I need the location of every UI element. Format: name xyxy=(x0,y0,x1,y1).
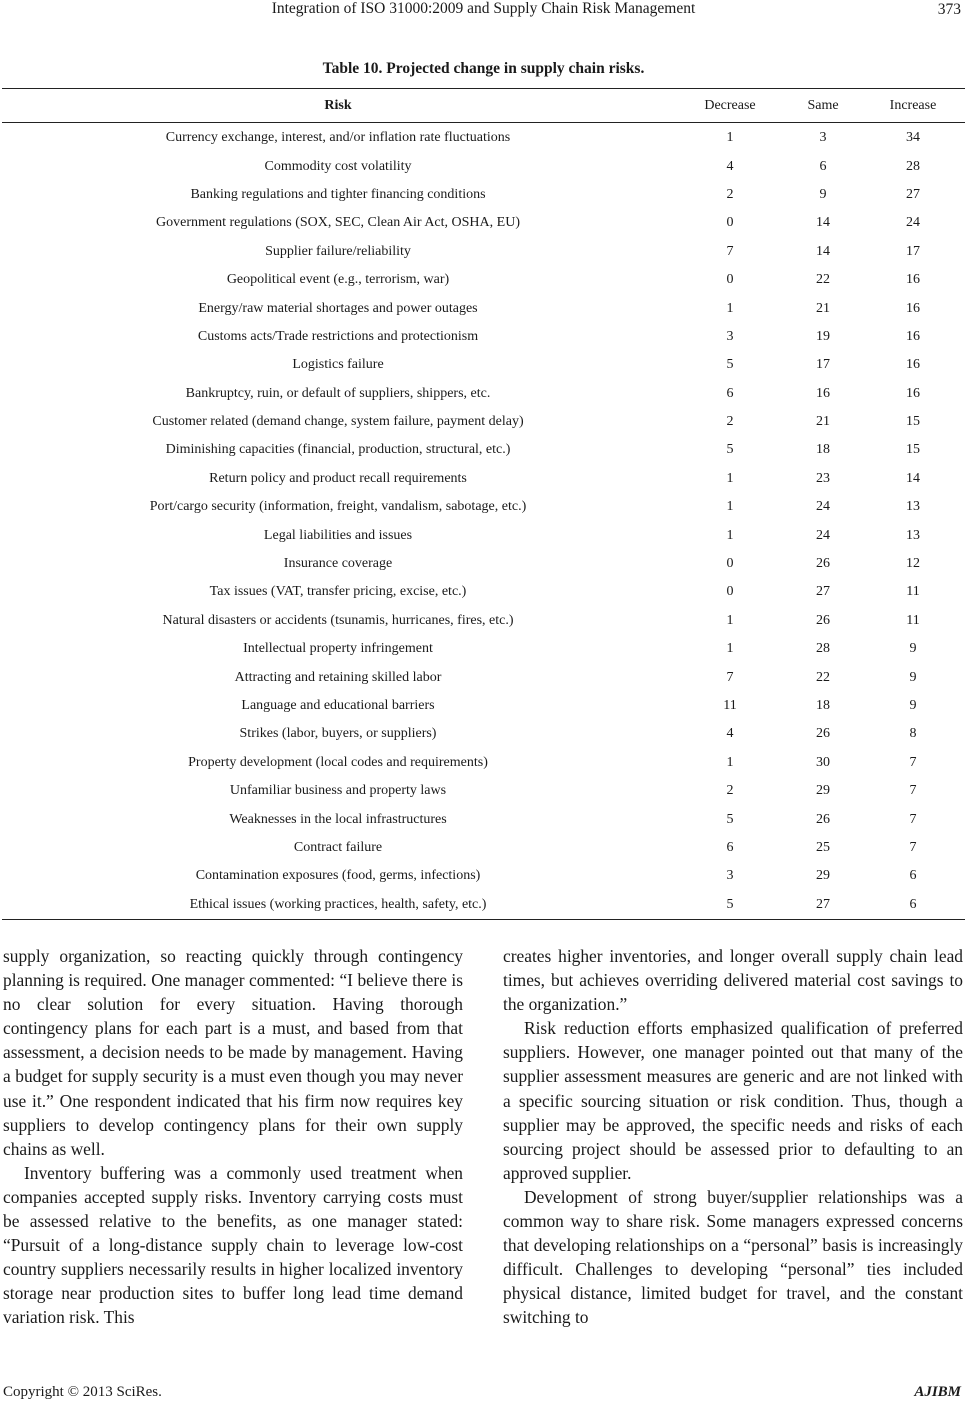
same-cell: 29 xyxy=(816,783,830,799)
decrease-cell: 6 xyxy=(726,385,734,401)
table-row xyxy=(2,692,965,720)
risk-cell: Attracting and retaining skilled labor xyxy=(234,669,442,685)
increase-cell: 17 xyxy=(906,243,920,259)
table-body xyxy=(2,124,965,919)
table-row xyxy=(2,862,965,890)
risk-cell: Geopolitical event (e.g., terrorism, war) xyxy=(226,272,450,288)
risk-cell: Currency exchange, interest, and/or inflation rate fluctuations xyxy=(165,130,511,146)
risk-cell: Ethical issues (working practices, health, safety, etc.) xyxy=(189,896,487,912)
decrease-cell: 7 xyxy=(726,669,734,685)
same-cell: 23 xyxy=(816,470,830,486)
table-row xyxy=(2,521,965,549)
table-row xyxy=(2,323,965,351)
increase-cell: 11 xyxy=(906,612,920,628)
decrease-cell: 1 xyxy=(726,499,734,515)
decrease-cell: 0 xyxy=(726,215,734,231)
increase-cell: 24 xyxy=(906,215,920,231)
same-cell: 26 xyxy=(816,811,830,827)
same-cell: 26 xyxy=(816,612,830,628)
table-row xyxy=(2,465,965,493)
table-row xyxy=(2,777,965,805)
increase-cell: 7 xyxy=(909,754,917,770)
same-cell: 16 xyxy=(816,385,830,401)
table-row xyxy=(2,891,965,919)
table-row xyxy=(2,805,965,833)
running-header xyxy=(0,0,967,24)
increase-cell: 14 xyxy=(906,470,920,486)
table-row xyxy=(2,238,965,266)
risk-cell: Customer related (demand change, system failure, payment delay) xyxy=(152,414,524,430)
table-row xyxy=(2,209,965,237)
decrease-cell: 2 xyxy=(726,186,734,202)
increase-cell: 8 xyxy=(909,726,917,742)
increase-cell: 16 xyxy=(906,300,920,316)
same-cell: 22 xyxy=(816,272,830,288)
decrease-cell: 5 xyxy=(726,357,734,373)
same-cell: 18 xyxy=(816,442,830,458)
same-cell: 21 xyxy=(816,414,830,430)
decrease-cell: 6 xyxy=(726,839,734,855)
table-row xyxy=(2,436,965,464)
table-row xyxy=(2,635,965,663)
risk-cell: Insurance coverage xyxy=(283,556,393,572)
column-header-decrease: Decrease xyxy=(704,97,756,113)
table-row xyxy=(2,294,965,322)
increase-cell: 15 xyxy=(906,414,920,430)
risk-cell: Logistics failure xyxy=(292,357,384,373)
table-row xyxy=(2,749,965,777)
increase-cell: 28 xyxy=(906,158,920,174)
increase-cell: 13 xyxy=(906,527,920,543)
decrease-cell: 1 xyxy=(726,612,734,628)
risk-cell: Tax issues (VAT, transfer pricing, excise, etc.) xyxy=(209,584,467,600)
body-column-right xyxy=(503,944,963,1330)
paragraph: supply organization, so reacting quickly through contingency planning is required. One manager commented: “I believe there is no clear solution for every situation. Having thorough contingency plans for each part is a must, and based from that assessment, a decision needs to be made by management. Having a budget for supply security is a must even though you may never use it.” One respondent indicated that his firm now requires key suppliers to develop contingency plans for their own supply chains as well. xyxy=(3,946,463,1159)
decrease-cell: 2 xyxy=(726,414,734,430)
same-cell: 25 xyxy=(816,839,830,855)
paragraph: Risk reduction efforts emphasized qualification of preferred suppliers. However, one manager pointed out that many of the supplier assessment measures are generic and are not linked with a specific sourcing situation or risk condition. Thus, though a supplier may be approved, the specific needs and risks of each sourcing project should be assessed prior to defaulting to an approved supplier. xyxy=(503,1018,963,1183)
same-cell: 17 xyxy=(816,357,830,373)
table-row xyxy=(2,607,965,635)
risk-cell: Property development (local codes and requirements) xyxy=(188,754,488,770)
increase-cell: 16 xyxy=(906,328,920,344)
table-row xyxy=(2,266,965,294)
same-cell: 29 xyxy=(816,868,830,884)
increase-cell: 9 xyxy=(909,641,917,657)
risk-cell: Bankruptcy, ruin, or default of suppliers, shippers, etc. xyxy=(185,385,491,401)
risk-cell: Energy/raw material shortages and power outages xyxy=(198,300,478,316)
decrease-cell: 7 xyxy=(726,243,734,259)
decrease-cell: 1 xyxy=(726,470,734,486)
risk-cell: Contamination exposures (food, germs, infections) xyxy=(195,868,481,884)
decrease-cell: 5 xyxy=(726,896,734,912)
increase-cell: 7 xyxy=(909,811,917,827)
table-row xyxy=(2,493,965,521)
risk-cell: Legal liabilities and issues xyxy=(263,527,413,543)
table-caption: Table 10. Projected change in supply chain risks. xyxy=(322,60,645,77)
risk-cell: Strikes (labor, buyers, or suppliers) xyxy=(239,726,437,742)
increase-cell: 6 xyxy=(909,868,917,884)
table-row xyxy=(2,408,965,436)
increase-cell: 11 xyxy=(906,584,920,600)
risk-cell: Weaknesses in the local infrastructures xyxy=(229,811,447,827)
risk-cell: Natural disasters or accidents (tsunamis, hurricanes, fires, etc.) xyxy=(162,612,514,628)
decrease-cell: 2 xyxy=(726,783,734,799)
decrease-cell: 4 xyxy=(726,726,734,742)
increase-cell: 6 xyxy=(909,896,917,912)
decrease-cell: 5 xyxy=(726,442,734,458)
copyright-notice: Copyright © 2013 SciRes. xyxy=(3,1384,162,1400)
table-row xyxy=(2,124,965,152)
increase-cell: 16 xyxy=(906,357,920,373)
decrease-cell: 0 xyxy=(726,272,734,288)
same-cell: 14 xyxy=(816,215,830,231)
risk-cell: Supplier failure/reliability xyxy=(265,243,411,259)
same-cell: 24 xyxy=(816,499,830,515)
risk-cell: Intellectual property infringement xyxy=(243,641,433,657)
risk-cell: Contract failure xyxy=(293,839,383,855)
table-row xyxy=(2,550,965,578)
increase-cell: 7 xyxy=(909,783,917,799)
same-cell: 28 xyxy=(816,641,830,657)
same-cell: 18 xyxy=(816,698,830,713)
increase-cell: 16 xyxy=(906,385,920,401)
risk-cell: Language and educational barriers xyxy=(241,698,435,713)
running-title: Integration of ISO 31000:2009 and Supply Chain Risk Management xyxy=(271,0,696,17)
table-row xyxy=(2,181,965,209)
paragraph: Development of strong buyer/supplier relationships was a common way to share risk. Some managers expressed concerns that developing relationships on a “personal” basis is increasingly difficult. Challenges to developing “personal” ties included physical distance, limited budget for travel, and the constant switching to xyxy=(503,1186,963,1328)
same-cell: 27 xyxy=(816,584,830,600)
body-column-left xyxy=(3,944,463,1330)
risk-table xyxy=(2,88,965,920)
same-cell: 19 xyxy=(816,328,830,344)
same-cell: 27 xyxy=(816,896,830,912)
table-row xyxy=(2,720,965,748)
decrease-cell: 11 xyxy=(723,698,737,713)
same-cell: 26 xyxy=(816,726,830,742)
journal-abbreviation: AJIBM xyxy=(914,1384,961,1400)
risk-cell: Banking regulations and tighter financing conditions xyxy=(190,186,486,202)
risk-cell: Government regulations (SOX, SEC, Clean Air Act, OSHA, EU) xyxy=(156,215,520,231)
decrease-cell: 1 xyxy=(726,754,734,770)
same-cell: 9 xyxy=(819,186,827,202)
increase-cell: 27 xyxy=(906,186,920,202)
risk-cell: Port/cargo security (information, freight, vandalism, sabotage, etc.) xyxy=(149,499,527,515)
increase-cell: 13 xyxy=(906,499,920,515)
table-row xyxy=(2,380,965,408)
same-cell: 24 xyxy=(816,527,830,543)
same-cell: 14 xyxy=(816,243,830,259)
table-row xyxy=(2,578,965,606)
risk-cell: Commodity cost volatility xyxy=(264,158,412,174)
decrease-cell: 0 xyxy=(726,556,734,572)
decrease-cell: 1 xyxy=(726,527,734,543)
same-cell: 22 xyxy=(816,669,830,685)
same-cell: 26 xyxy=(816,556,830,572)
increase-cell: 7 xyxy=(909,839,917,855)
increase-cell: 34 xyxy=(906,130,920,146)
decrease-cell: 5 xyxy=(726,811,734,827)
same-cell: 3 xyxy=(819,130,827,146)
column-header-same: Same xyxy=(807,97,839,113)
increase-cell: 9 xyxy=(909,669,917,685)
page-number: 373 xyxy=(937,1,961,18)
decrease-cell: 3 xyxy=(726,868,734,884)
increase-cell: 9 xyxy=(909,698,917,713)
table-header-row xyxy=(2,89,965,123)
column-header-risk: Risk xyxy=(324,97,352,113)
decrease-cell: 1 xyxy=(726,641,734,657)
risk-cell: Unfamiliar business and property laws xyxy=(229,783,447,799)
decrease-cell: 0 xyxy=(726,584,734,600)
decrease-cell: 1 xyxy=(726,300,734,316)
paragraph: creates higher inventories, and longer overall supply chain lead times, but achieves overriding delivered material cost savings to the organization.” xyxy=(503,946,963,1015)
risk-cell: Return policy and product recall requirements xyxy=(209,470,467,486)
decrease-cell: 4 xyxy=(726,158,734,174)
table-row xyxy=(2,834,965,862)
risk-cell: Diminishing capacities (financial, production, structural, etc.) xyxy=(165,442,511,458)
risk-cell: Customs acts/Trade restrictions and protectionism xyxy=(197,328,479,344)
same-cell: 30 xyxy=(816,754,830,770)
same-cell: 6 xyxy=(819,158,827,174)
paragraph: Inventory buffering was a commonly used treatment when companies accepted supply risks. Inventory carrying costs must be assessed relative to the benefits, as one manager stated: “Pursuit of a long-distance supply chain to leverage low-cost country suppliers necessarily results in higher localized inventory storage near production sites to buffer long lead time demand variation risk. This xyxy=(3,1162,463,1328)
table-row xyxy=(2,663,965,691)
increase-cell: 16 xyxy=(906,272,920,288)
increase-cell: 15 xyxy=(906,442,920,458)
same-cell: 21 xyxy=(816,300,830,316)
decrease-cell: 3 xyxy=(726,328,734,344)
increase-cell: 12 xyxy=(906,556,920,572)
table-row xyxy=(2,351,965,379)
table-row xyxy=(2,152,965,180)
column-header-increase: Increase xyxy=(889,97,937,113)
decrease-cell: 1 xyxy=(726,130,734,146)
